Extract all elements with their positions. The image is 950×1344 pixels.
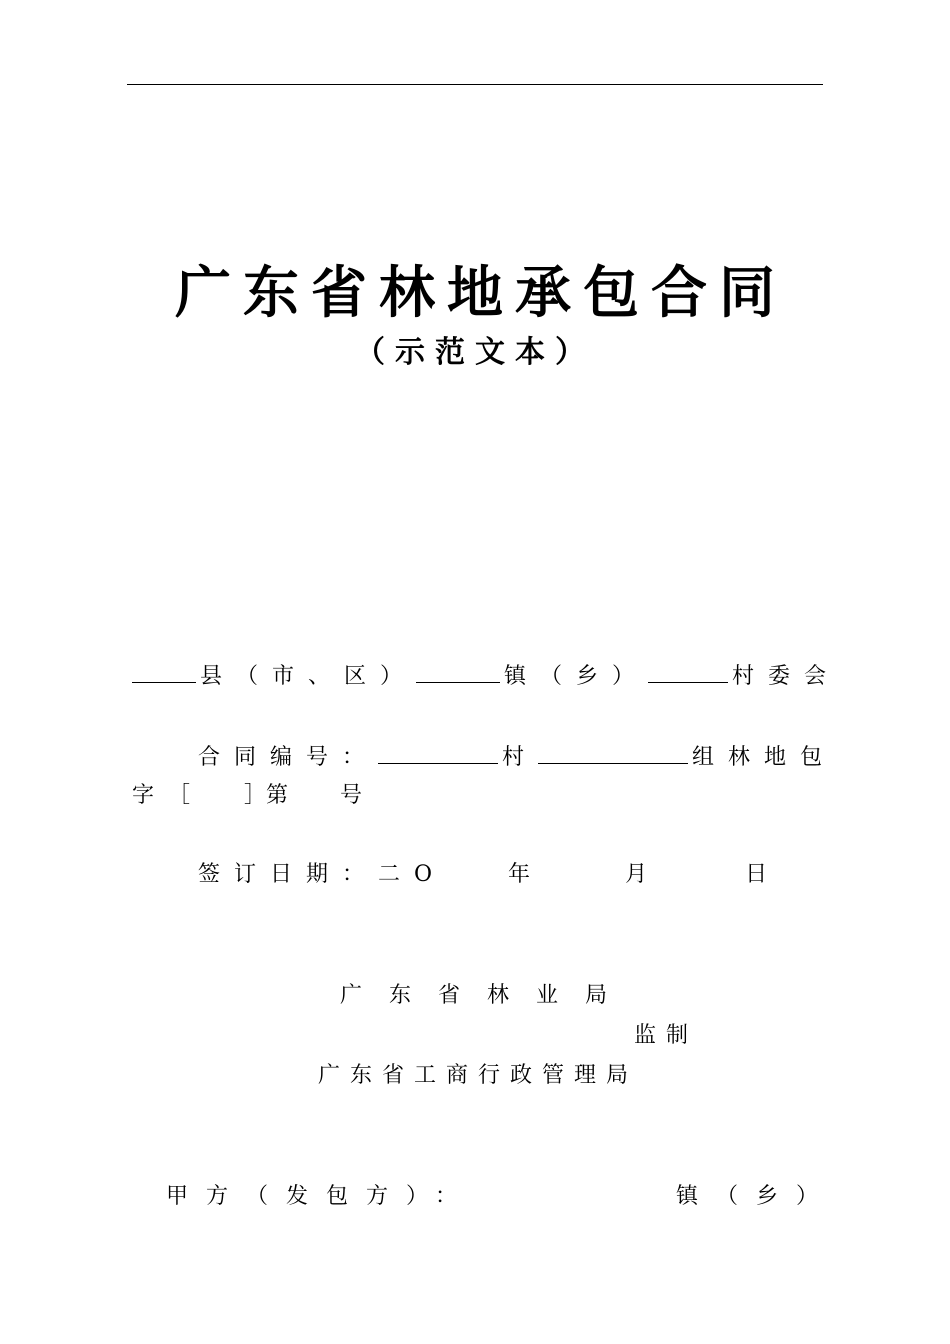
contract-number-line-2 xyxy=(132,781,362,811)
sign-date-line xyxy=(198,860,767,890)
sign-date-year: 年 xyxy=(508,862,531,887)
sign-date-month: 月 xyxy=(625,862,648,887)
commerce-bureau: 广东省工商行政管理局 xyxy=(318,1063,639,1088)
sign-date-day: 日 xyxy=(745,862,768,887)
village-blank xyxy=(648,660,728,683)
contract-ordinal: ］第 xyxy=(244,783,289,808)
admin-line xyxy=(132,660,840,692)
forestry-bureau: 广 东 省 林 业 局 xyxy=(340,983,617,1008)
document-subtitle: （示范文本） xyxy=(355,335,595,370)
contract-group-label: 组林地包 xyxy=(692,745,837,770)
town-label: 镇（乡） xyxy=(504,664,649,689)
village-committee-label: 村委会 xyxy=(732,664,841,689)
town-blank xyxy=(416,660,500,683)
county-blank xyxy=(132,660,196,683)
header-rule xyxy=(127,84,823,85)
contract-number-line xyxy=(198,741,836,773)
contract-village-blank xyxy=(378,741,498,764)
contract-number-label: 合同编号： xyxy=(198,745,379,770)
contract-number-suffix: 号 xyxy=(340,783,363,808)
sign-date-label: 签订日期：二O xyxy=(198,862,447,887)
party-a-town: 镇（乡） xyxy=(676,1184,837,1209)
party-a-label: 甲方（发包方）： xyxy=(166,1184,476,1209)
contract-char-prefix: 字［ xyxy=(132,783,205,808)
supervise-label: 监制 xyxy=(634,1023,699,1048)
document-title: 广东省林地承包合同 xyxy=(175,261,787,326)
contract-village-label: 村 xyxy=(502,745,539,770)
county-label: 县（市、区） xyxy=(200,664,417,689)
contract-group-blank xyxy=(538,741,688,764)
